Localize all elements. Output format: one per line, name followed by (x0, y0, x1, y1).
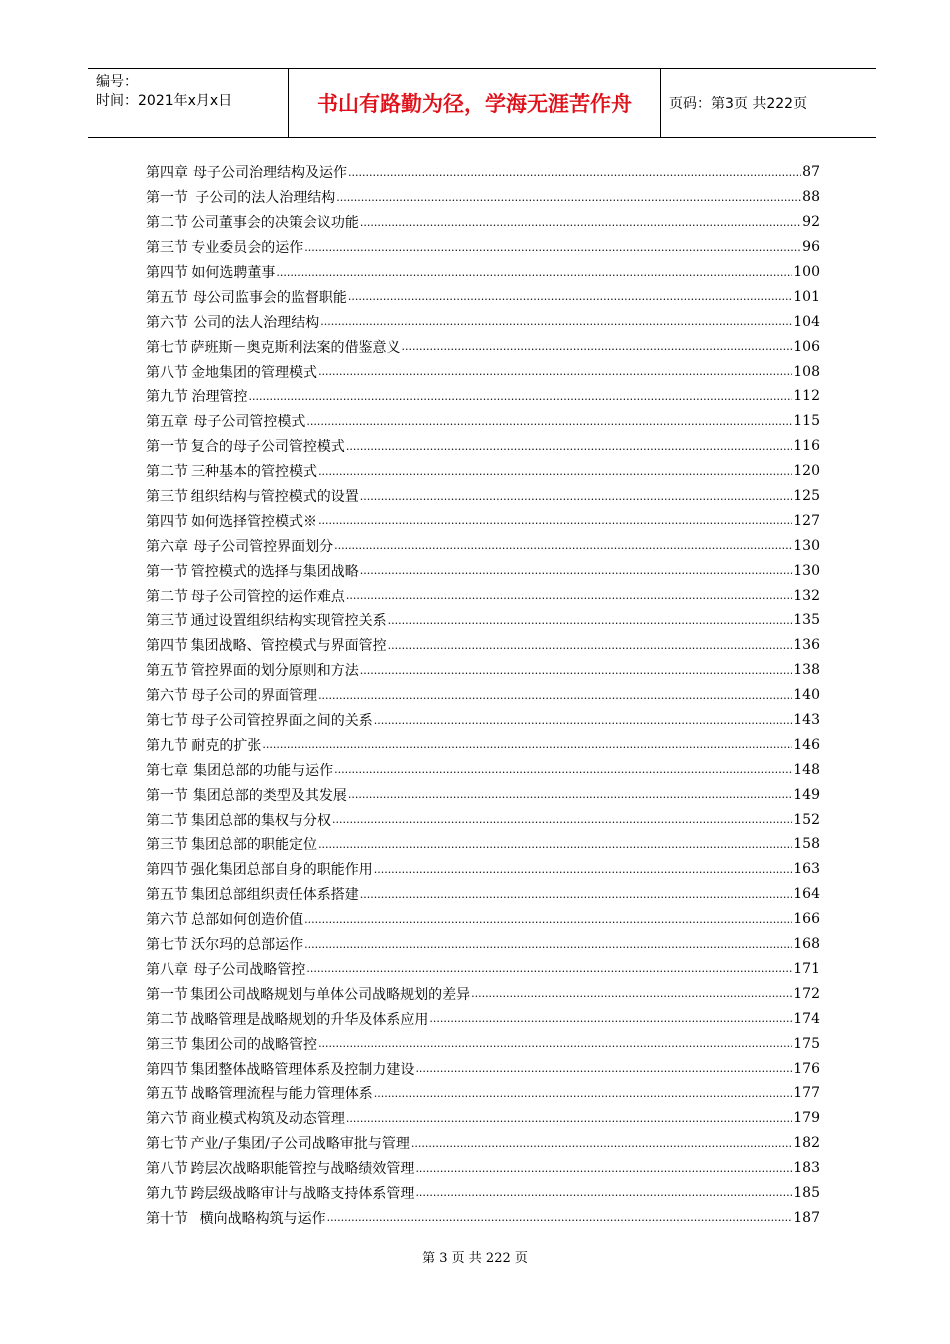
toc-label: 第七节 (146, 937, 188, 954)
toc-title: 战略管理流程与能力管理体系 (190, 1086, 373, 1103)
toc-leader-dots (336, 191, 801, 204)
toc-leader-dots (318, 465, 792, 478)
toc-page-number: 96 (802, 239, 820, 256)
header-time-label: 时间：2021年x月x日 (96, 93, 233, 109)
toc-row[interactable] (146, 309, 820, 334)
toc-title: 耐克的扩张 (191, 737, 262, 754)
toc-leader-dots (304, 938, 792, 951)
toc-row[interactable] (146, 1056, 820, 1081)
toc-title: 集团公司的战略管控 (191, 1036, 318, 1053)
toc-page-number: 112 (793, 388, 820, 405)
toc-title: 母子公司管控的运作难点 (190, 588, 345, 605)
toc-page-number: 172 (793, 985, 820, 1002)
toc-leader-dots (360, 888, 792, 901)
toc-row[interactable] (146, 508, 820, 533)
toc-leader-dots (374, 863, 793, 876)
toc-row[interactable] (146, 757, 820, 782)
toc-leader-dots (346, 440, 792, 453)
toc-title: 集团总部的功能与运作 (193, 762, 334, 779)
toc-label: 第三节 (146, 1036, 188, 1053)
toc-leader-dots (318, 689, 792, 702)
toc-title: 总部如何创造价值 (191, 912, 304, 929)
toc-label: 第四节 (146, 513, 188, 530)
toc-page-number: 108 (793, 363, 820, 380)
toc-label: 第八章 (146, 961, 188, 978)
toc-page-number: 166 (793, 911, 820, 928)
toc-page-number: 104 (793, 313, 820, 330)
toc-title: 子公司的法人治理结构 (195, 190, 336, 207)
toc-page-number: 115 (793, 413, 820, 430)
toc-row[interactable] (146, 683, 820, 708)
toc-title: 母子公司管控界面之间的关系 (190, 713, 373, 730)
toc-row[interactable] (146, 459, 820, 484)
toc-leader-dots (348, 166, 801, 179)
toc-page-number: 174 (793, 1010, 820, 1027)
toc-label: 第二节 (146, 464, 188, 481)
toc-label: 第一节 (146, 986, 188, 1003)
toc-title: 横向战略构筑与运作 (199, 1210, 326, 1227)
toc-leader-dots (360, 564, 792, 577)
toc-row[interactable] (146, 558, 820, 583)
toc-title: 管控界面的划分原则和方法 (190, 663, 359, 680)
toc-page-number: 130 (793, 562, 820, 579)
toc-title: 公司董事会的决策会议功能 (190, 215, 359, 232)
toc-row[interactable] (146, 260, 820, 285)
toc-leader-dots (249, 390, 793, 403)
toc-row[interactable] (146, 658, 820, 683)
toc-label: 第四节 (146, 862, 188, 879)
toc-label: 第六章 (146, 538, 188, 555)
toc-page-number: 176 (793, 1060, 820, 1077)
toc-label: 第七章 (146, 762, 188, 779)
toc-row[interactable] (146, 284, 820, 309)
toc-leader-dots (471, 987, 792, 1000)
toc-row[interactable] (146, 334, 820, 359)
toc-row[interactable] (146, 1131, 820, 1156)
toc-row[interactable] (146, 434, 820, 459)
toc-row[interactable] (146, 1205, 820, 1230)
toc-label: 第四节 (146, 1061, 188, 1078)
toc-page-number: 171 (793, 960, 820, 977)
toc-label: 第六节 (146, 688, 188, 705)
toc-title: 集团整体战略管理体系及控制力建设 (190, 1061, 415, 1078)
toc-title: 母子公司管控模式 (193, 414, 306, 431)
toc-label: 第九节 (146, 1185, 188, 1202)
toc-label: 第七节 (146, 713, 188, 730)
toc-leader-dots (318, 514, 792, 527)
toc-row[interactable] (146, 708, 820, 733)
toc-page-number: 92 (802, 214, 820, 231)
toc-title: 沃尔玛的总部运作 (191, 937, 304, 954)
toc-row[interactable] (146, 832, 820, 857)
toc-label: 第四节 (146, 638, 188, 655)
toc-row[interactable] (146, 857, 820, 882)
toc-page-number: 143 (793, 712, 820, 729)
toc-label: 第一节 (146, 787, 188, 804)
toc-page-number: 130 (793, 537, 820, 554)
toc-page-number: 127 (793, 512, 820, 529)
toc-leader-dots (306, 962, 792, 975)
toc-title: 治理管控 (191, 389, 248, 406)
toc-label: 第二节 (146, 1011, 188, 1028)
toc-page-number: 152 (793, 811, 820, 828)
toc-label: 第三节 (146, 240, 188, 257)
toc-page-number: 132 (793, 587, 820, 604)
toc-page-number: 88 (802, 189, 820, 206)
toc-row[interactable] (146, 235, 820, 260)
toc-row[interactable] (146, 409, 820, 434)
toc-leader-dots (304, 241, 801, 254)
toc-page-number: 135 (793, 612, 820, 629)
toc-label: 第八节 (146, 1161, 188, 1178)
toc-label: 第四节 (146, 265, 188, 281)
toc-leader-dots (318, 365, 792, 378)
toc-title: 集团总部的职能定位 (191, 837, 318, 854)
toc-leader-dots (304, 913, 792, 926)
toc-row[interactable] (146, 359, 820, 384)
toc-page-number: 158 (793, 836, 820, 853)
header-page-info: 页码：第3页 共222页 (669, 96, 808, 112)
toc-row[interactable] (146, 807, 820, 832)
toc-label: 第六节 (146, 314, 188, 331)
toc-label: 第二节 (146, 812, 188, 829)
toc-label: 第一节 (146, 563, 188, 580)
toc-row[interactable] (146, 1181, 820, 1206)
toc-leader-dots (334, 539, 792, 552)
toc-page-number: 136 (793, 637, 820, 654)
toc-row[interactable] (146, 533, 820, 558)
page-header (88, 68, 876, 138)
toc-title: 公司的法人治理结构 (193, 314, 320, 331)
toc-page-number: 185 (793, 1184, 820, 1201)
toc-title: 如何选择管控模式※ (191, 513, 318, 530)
toc-page-number: 148 (793, 761, 820, 778)
toc-row[interactable] (146, 981, 820, 1006)
toc-row[interactable] (146, 882, 820, 907)
toc-page-number: 116 (793, 438, 820, 455)
toc-label: 第二节 (146, 588, 188, 605)
toc-title: 三种基本的管控模式 (191, 464, 318, 481)
toc-leader-dots (429, 1012, 792, 1025)
toc-page-number: 140 (793, 687, 820, 704)
page-footer: 第 3 页 共 222 页 (422, 1251, 528, 1266)
toc-title: 通过设置组织结构实现管控关系 (190, 613, 387, 630)
toc-leader-dots (318, 838, 792, 851)
toc-label: 第八节 (146, 364, 188, 381)
toc-leader-dots (402, 340, 793, 353)
toc-leader-dots (415, 1162, 792, 1175)
toc-page-number: 177 (793, 1085, 820, 1102)
toc-label: 第六节 (146, 912, 188, 929)
toc-leader-dots (374, 714, 793, 727)
toc-leader-dots (346, 1112, 792, 1125)
toc-row[interactable] (146, 210, 820, 235)
toc-label: 第三节 (146, 837, 188, 854)
toc-page-number: 106 (793, 338, 820, 355)
toc-title: 母子公司治理结构及运作 (193, 165, 348, 182)
toc-page-number: 187 (793, 1209, 820, 1226)
toc-leader-dots (360, 664, 792, 677)
toc-leader-dots (332, 813, 792, 826)
toc-page-number: 87 (802, 164, 820, 181)
toc-page-number: 101 (793, 288, 820, 305)
toc-title: 强化集团总部自身的职能作用 (190, 862, 373, 879)
toc-label: 第三节 (146, 613, 188, 630)
toc-leader-dots (415, 1186, 792, 1199)
toc-title: 集团总部的集权与分权 (190, 812, 331, 829)
toc-title: 管控模式的选择与集团战略 (190, 563, 359, 580)
toc-title: 复合的母子公司管控模式 (190, 439, 345, 456)
toc-leader-dots (320, 315, 792, 328)
toc-row[interactable] (146, 1156, 820, 1181)
toc-leader-dots (348, 290, 792, 303)
toc-label: 第七节 (146, 1136, 188, 1153)
table-of-contents (146, 160, 820, 1230)
toc-page-number: 163 (793, 861, 820, 878)
toc-title: 商业模式构筑及动态管理 (190, 1111, 345, 1128)
toc-label: 第五节 (146, 1086, 188, 1103)
toc-title: 集团公司战略规划与单体公司战略规划的差异 (190, 986, 471, 1003)
toc-row[interactable] (146, 633, 820, 658)
toc-row[interactable] (146, 484, 820, 509)
toc-row[interactable] (146, 583, 820, 608)
toc-page-number: 138 (793, 662, 820, 679)
toc-title: 组织结构与管控模式的设置 (190, 489, 359, 506)
header-meta (88, 69, 288, 137)
toc-page-number: 146 (793, 736, 820, 753)
toc-row[interactable] (146, 384, 820, 409)
toc-leader-dots (262, 738, 792, 751)
toc-title: 如何选聘董事 (191, 265, 276, 281)
toc-leader-dots (306, 415, 792, 428)
toc-title: 集团总部组织责任体系搭建 (190, 887, 359, 904)
toc-title: 母子公司战略管控 (193, 961, 306, 978)
toc-leader-dots (388, 639, 793, 652)
toc-title: 战略管理是战略规划的升华及体系应用 (190, 1011, 429, 1028)
toc-title: 母子公司的界面管理 (191, 688, 318, 705)
toc-page-number: 149 (793, 786, 820, 803)
toc-row[interactable] (146, 608, 820, 633)
toc-label: 第四章 (146, 165, 188, 182)
toc-row[interactable] (146, 185, 820, 210)
toc-row[interactable] (146, 907, 820, 932)
toc-leader-dots (334, 763, 792, 776)
toc-label: 第一节 (146, 439, 188, 456)
toc-label: 第五节 (146, 663, 188, 680)
toc-leader-dots (360, 216, 801, 229)
toc-label: 第十节 (146, 1210, 188, 1227)
toc-title: 跨层级战略审计与战略支持体系管理 (190, 1185, 415, 1202)
toc-label: 第六节 (146, 1111, 188, 1128)
toc-leader-dots (374, 1087, 793, 1100)
toc-title: 产业/子集团/子公司战略审批与管理 (190, 1136, 410, 1153)
toc-leader-dots (346, 589, 792, 602)
toc-title: 集团总部的类型及其发展 (192, 787, 347, 804)
toc-leader-dots (276, 266, 792, 279)
toc-label: 第二节 (146, 215, 188, 232)
toc-leader-dots (318, 1037, 792, 1050)
toc-label: 第三节 (146, 489, 188, 506)
toc-page-number: 182 (793, 1135, 820, 1152)
toc-page-number: 120 (793, 463, 820, 480)
toc-page-number: 125 (793, 488, 820, 505)
toc-title: 萨班斯－奥克斯利法案的借鉴意义 (190, 339, 401, 356)
toc-title: 金地集团的管理模式 (191, 364, 318, 381)
toc-row[interactable] (146, 932, 820, 957)
toc-page-number: 175 (793, 1035, 820, 1052)
toc-title: 集团战略、管控模式与界面管控 (190, 638, 387, 655)
toc-label: 第五章 (146, 414, 188, 431)
toc-row[interactable] (146, 1006, 820, 1031)
toc-label: 第七节 (146, 339, 188, 356)
toc-page-number: 100 (793, 264, 820, 280)
toc-label: 第一节 (146, 190, 188, 207)
toc-page-number: 179 (793, 1110, 820, 1127)
toc-leader-dots (415, 1062, 792, 1075)
toc-row[interactable] (146, 1031, 820, 1056)
toc-label: 第五节 (146, 289, 188, 306)
toc-title: 母公司监事会的监督职能 (192, 289, 347, 306)
toc-title: 母子公司管控界面划分 (193, 538, 334, 555)
header-motto: 书山有路勤为径，学海无涯苦作舟 (288, 69, 661, 137)
toc-label: 第九节 (146, 389, 188, 406)
toc-page-number: 183 (793, 1160, 820, 1177)
toc-leader-dots (388, 614, 793, 627)
toc-page-number: 164 (793, 886, 820, 903)
toc-title: 专业委员会的运作 (191, 240, 304, 257)
toc-leader-dots (411, 1137, 792, 1150)
toc-row[interactable] (146, 732, 820, 757)
toc-title: 跨层次战略职能管控与战略绩效管理 (190, 1161, 415, 1178)
toc-leader-dots (360, 490, 792, 503)
toc-label: 第九节 (146, 737, 188, 754)
toc-row[interactable] (146, 1106, 820, 1131)
toc-row[interactable] (146, 160, 820, 185)
header-number-label: 编号： (96, 74, 138, 90)
toc-row[interactable] (146, 1081, 820, 1106)
toc-leader-dots (327, 1211, 793, 1224)
toc-page-number: 168 (793, 936, 820, 953)
toc-leader-dots (348, 788, 792, 801)
toc-row[interactable] (146, 957, 820, 982)
toc-row[interactable] (146, 782, 820, 807)
toc-label: 第五节 (146, 887, 188, 904)
